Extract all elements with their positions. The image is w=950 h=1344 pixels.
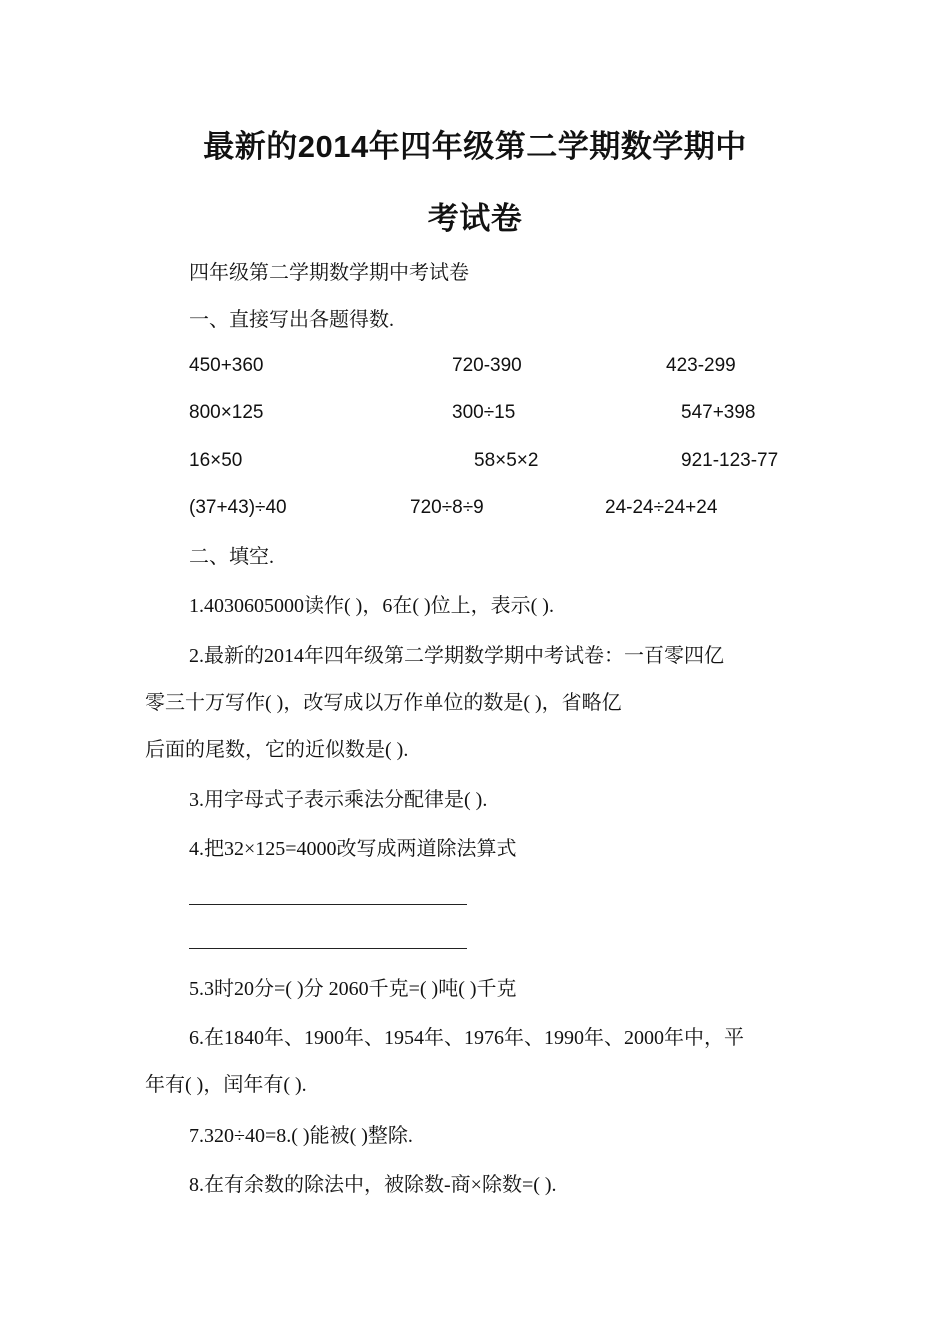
- question-8: 8.在有余数的除法中，被除数-商×除数=( ).: [189, 1174, 557, 1196]
- document-title-line-2: 考试卷: [427, 201, 523, 236]
- question-2-line-2: 零三十万写作( )，改写成以万作单位的数是( )，省略亿: [145, 692, 622, 714]
- calc-problem: 16×50: [189, 450, 243, 471]
- document-title-line-1: 最新的2014年四年级第二学期数学期中: [203, 129, 747, 164]
- section1-heading: 一、直接写出各题得数.: [189, 309, 394, 331]
- question-4: 4.把32×125=4000改写成两道除法算式: [189, 838, 517, 860]
- question-3: 3.用字母式子表示乘法分配律是( ).: [189, 789, 488, 811]
- calc-problem: 300÷15: [452, 402, 516, 423]
- question-2-line-3: 后面的尾数，它的近似数是( ).: [145, 739, 409, 761]
- calc-problem: 423-299: [666, 355, 736, 376]
- question-6-line-1: 6.在1840年、1900年、1954年、1976年、1990年、2000年中，平: [189, 1027, 744, 1049]
- answer-line: [189, 948, 467, 949]
- question-2-line-1: 2.最新的2014年四年级第二学期数学期中考试卷：一百零四亿: [189, 645, 724, 667]
- calc-problem: 547+398: [681, 402, 756, 423]
- calc-problem: 800×125: [189, 402, 264, 423]
- calc-problem: 921-123-77: [681, 450, 779, 471]
- question-6-line-2: 年有( )，闰年有( ).: [145, 1074, 307, 1096]
- document-subtitle: 四年级第二学期数学期中考试卷: [189, 262, 469, 284]
- section2-heading: 二、填空.: [189, 546, 274, 568]
- calc-problem: 720÷8÷9: [410, 497, 484, 518]
- question-5: 5.3时20分=( )分 2060千克=( )吨( )千克: [189, 978, 517, 1000]
- question-1: 1.4030605000读作( )，6在( )位上，表示( ).: [189, 595, 554, 617]
- calc-problem: 58×5×2: [474, 450, 539, 471]
- question-7: 7.320÷40=8.( )能被( )整除.: [189, 1125, 413, 1147]
- calc-problem: 24-24÷24+24: [605, 497, 718, 518]
- calc-problem: 450+360: [189, 355, 264, 376]
- calc-problem: (37+43)÷40: [189, 497, 287, 518]
- calc-problem: 720-390: [452, 355, 522, 376]
- answer-line: [189, 904, 467, 905]
